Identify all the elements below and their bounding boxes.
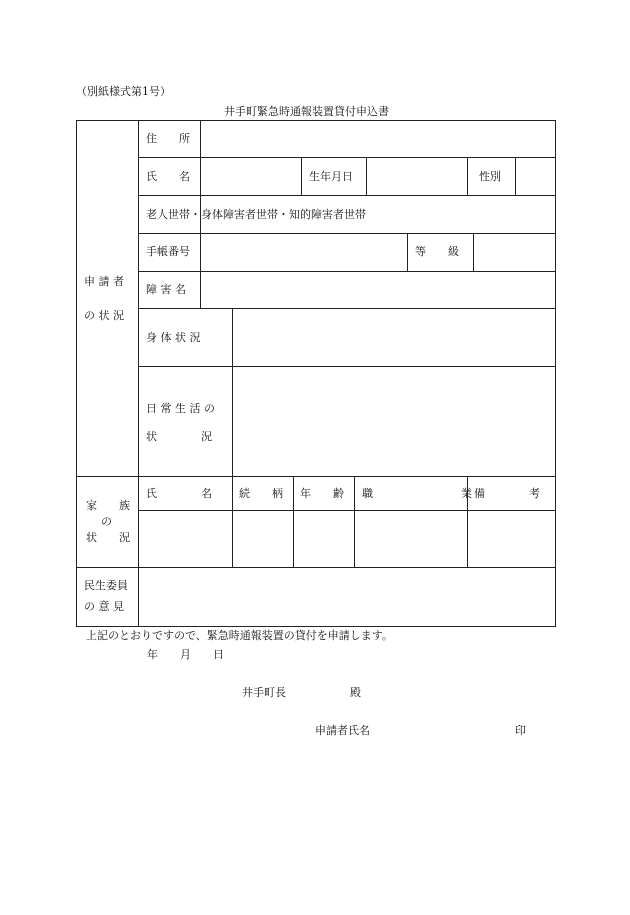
applicant-heading-line2: の 状 況 xyxy=(84,309,124,322)
family-heading-line1: 家 族 xyxy=(86,499,130,512)
handbook-number-label: 手帳番号 xyxy=(146,245,190,258)
grade-field[interactable] xyxy=(474,234,555,271)
family-col-age: 年 齢 xyxy=(300,487,344,500)
column-divider xyxy=(407,233,408,271)
family-occupation-field[interactable] xyxy=(355,511,467,567)
applicant-name-field[interactable] xyxy=(380,721,508,739)
welfare-heading-line2: の 意 見 xyxy=(84,600,124,613)
family-heading-line2: の xyxy=(101,515,112,528)
gender-label: 性別 xyxy=(479,170,501,183)
section-divider xyxy=(76,476,556,477)
name-label: 氏 名 xyxy=(146,170,190,183)
column-divider xyxy=(301,157,302,195)
birth-date-field[interactable] xyxy=(367,158,467,195)
daily-life-field[interactable] xyxy=(233,367,555,476)
family-name-field[interactable] xyxy=(139,511,232,567)
applicant-heading-line1: 申 請 者 xyxy=(84,275,124,288)
family-heading-line3: 状 況 xyxy=(86,531,130,544)
welfare-opinion-field[interactable] xyxy=(139,568,555,626)
family-age-field[interactable] xyxy=(294,511,354,567)
form-number: （別紙様式第1号） xyxy=(76,85,171,98)
daily-life-label-line2: 状 況 xyxy=(146,430,212,443)
application-statement: 上記のとおりですので、緊急時通報装置の貸付を申請します。 xyxy=(86,629,393,642)
family-col-occupation: 職 業 xyxy=(362,487,472,500)
form-title: 井手町緊急時通報装置貸付申込書 xyxy=(224,105,389,118)
application-date[interactable]: 年 月 日 xyxy=(147,648,224,661)
applicant-name-label: 申請者氏名 xyxy=(315,724,370,737)
welfare-heading-line1: 民生委員 xyxy=(84,579,128,592)
family-col-remarks: 備 考 xyxy=(474,487,540,500)
family-relationship-field[interactable] xyxy=(233,511,293,567)
addressee: 井手町長 xyxy=(242,686,286,699)
physical-condition-field[interactable] xyxy=(233,309,555,366)
disability-name-label: 障 害 名 xyxy=(146,283,186,296)
address-field[interactable] xyxy=(201,121,555,157)
household-type-options[interactable]: 老人世帯・身体障害者世帯・知的障害者世帯 xyxy=(146,208,366,221)
gender-field[interactable] xyxy=(516,158,555,195)
family-col-name: 氏 名 xyxy=(146,487,212,500)
physical-condition-label: 身 体 状 況 xyxy=(146,331,201,344)
handbook-number-field[interactable] xyxy=(201,234,407,271)
column-divider xyxy=(467,157,468,195)
family-remarks-field[interactable] xyxy=(468,511,555,567)
name-field[interactable] xyxy=(201,158,301,195)
address-label: 住 所 xyxy=(146,132,190,145)
birth-date-label: 生年月日 xyxy=(309,170,353,183)
honorific: 殿 xyxy=(350,686,361,699)
family-col-relationship: 続 柄 xyxy=(239,487,283,500)
disability-name-field[interactable] xyxy=(201,272,555,308)
seal-mark: 印 xyxy=(515,724,526,737)
grade-label: 等 級 xyxy=(415,245,459,258)
daily-life-label-line1: 日 常 生 活 の xyxy=(146,402,215,415)
